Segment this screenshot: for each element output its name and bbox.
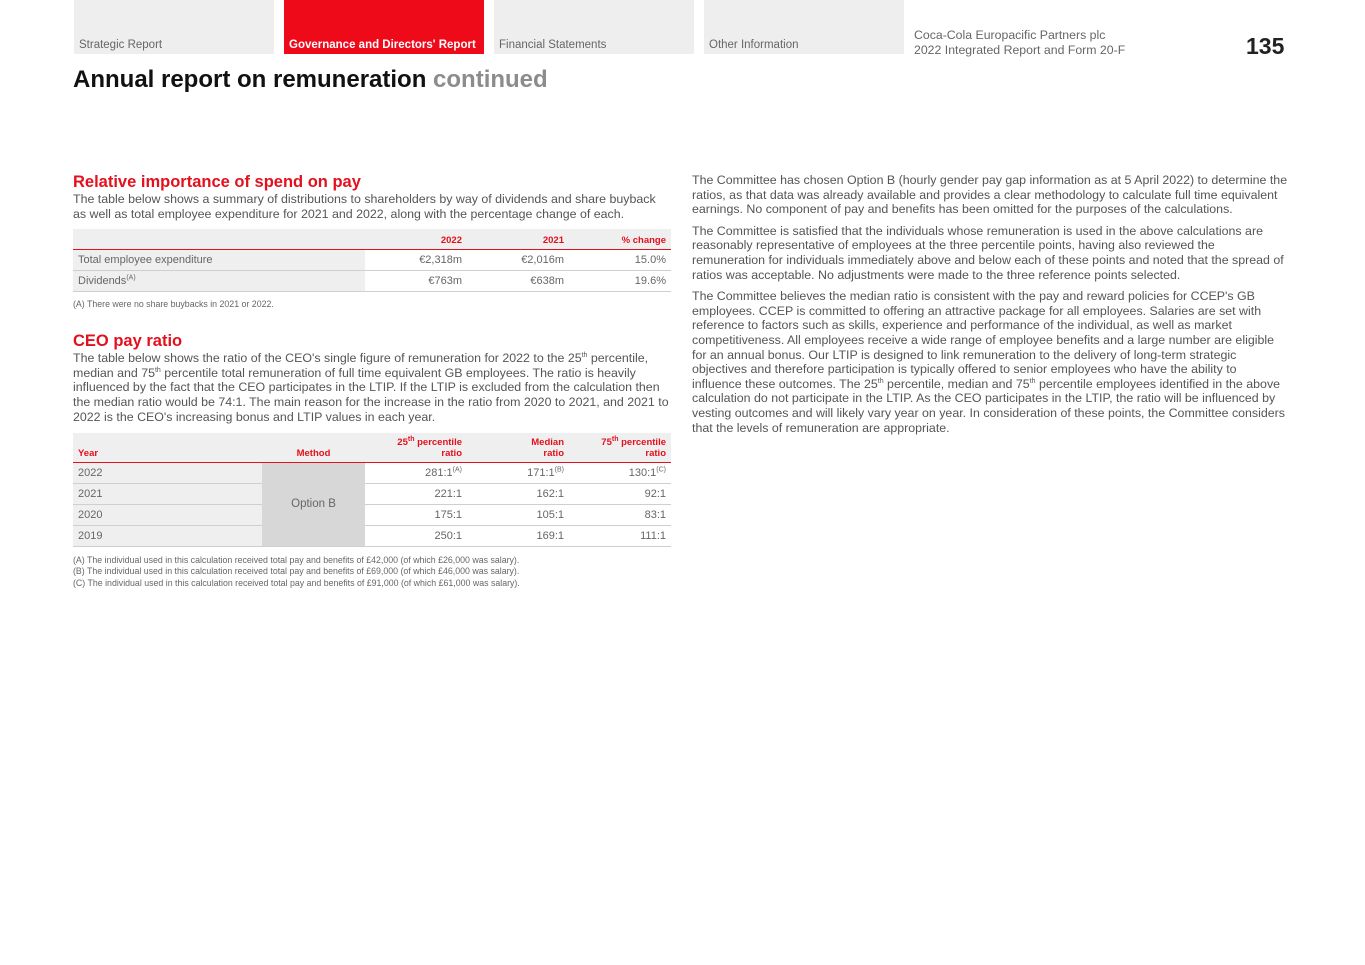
- spend-footnote: (A) There were no share buybacks in 2021 or 2022.: [73, 298, 274, 309]
- table-row: [73, 270, 671, 291]
- cell-p25: 175:1: [365, 504, 467, 525]
- cell-2022: €763m: [365, 270, 467, 291]
- cell-median: 169:1: [467, 525, 569, 546]
- table-header: 25th percentile ratio: [365, 433, 467, 462]
- page-title-main: Annual report on remuneration: [73, 66, 427, 93]
- spend-intro: The table below shows a summary of distributions to shareholders by way of dividends and share buyback as well as total employee expenditure for 2021 and 2022, along with the percentage change of each.: [73, 192, 656, 221]
- tab-other-information[interactable]: [704, 0, 904, 54]
- cell-p75: $130:1^{(C)}$: [569, 462, 671, 483]
- row-year: 2019: [73, 525, 262, 546]
- tab-strategic-report[interactable]: [74, 0, 274, 54]
- table-row: [73, 249, 671, 270]
- table-row: [73, 504, 671, 525]
- cell-p25: $281:1^{(A)}$: [365, 462, 467, 483]
- tab-label: Strategic Report: [79, 39, 163, 51]
- spend-table: [73, 229, 671, 292]
- table-header: Method: [262, 433, 365, 462]
- cell-median: 162:1: [467, 483, 569, 504]
- right-column: [692, 173, 1288, 442]
- report-name: 2022 Integrated Report and Form 20-F: [914, 43, 1126, 57]
- paragraph: The Committee believes the median ratio is consistent with the pay and reward policies for CCEP's GB employees. CCEP is committed to offering an attractive package for all employees. Salaries are set with reference to factors such as skills, experience and performance of the individual, as well as market competitiveness. All employees receive a wide range of employee benefits and a large number are eligible for an annual bonus. Our LTIP is designed to link remuneration to the delivery of long-term strategic objectives and therefore participation is typically offered to senior employees who have the ability to influence these outcomes. The 25th percentile, median and 75th percentile employees identified in the above calculation do not participate in the LTIP. As the CEO participates in the LTIP, the ratio will be influenced by vesting outcomes and will likely vary year on year. In consideration of these points, the Committee considers that the levels of remuneration are appropriate.: [692, 289, 1285, 435]
- table-header: Year: [73, 433, 262, 462]
- table-row: [73, 462, 671, 483]
- paragraph: The Committee has chosen Option B (hourly gender pay gap information as at 5 April 2022) to determine the ratios, as that data was already available and provides a clear methodology to calculate full time equivalent earnings. No component of pay and benefits has been omitted for the purposes of the calculations.: [692, 173, 1288, 217]
- row-year: 2021: [73, 483, 262, 504]
- tab-financial-statements[interactable]: [494, 0, 694, 54]
- cell-change: 15.0%: [569, 249, 671, 270]
- cell-change: 19.6%: [569, 270, 671, 291]
- cell-p25: 250:1: [365, 525, 467, 546]
- row-label: Dividends$^{(A)}$: [73, 270, 365, 291]
- ceo-intro: The table below shows the ratio of the CEO's single figure of remuneration for 2022 to the 25th percentile, median and 75th percentile total remuneration of full time equivalent GB employees. The ratio is heavily influenced by the fact that the CEO participates in the LTIP. If the LTIP is excluded from the calculation then the median ratio would be 74:1. The main reason for the increase in the ratio from 2020 to 2021, and 2021 to 2022 is the CEO's increasing bonus and LTIP values in each year.: [73, 351, 669, 424]
- footnote: (B) The individual used in this calculation received total pay and benefits of £69,000 (of which £46,000 was salary).: [73, 566, 520, 577]
- paragraph: The Committee is satisfied that the individuals whose remuneration is used in the above calculations are reasonably representative of employees at the three percentile points, having also reviewed the remuneration for individuals immediately above and below each of these points and noted that the spread of ratios was acceptable. No adjustments were made to the three reference points selected.: [692, 223, 1284, 282]
- cell-2022: €2,318m: [365, 249, 467, 270]
- tab-label: Other Information: [709, 39, 799, 51]
- row-year: 2022: [73, 462, 262, 483]
- section-heading-spend: Relative importance of spend on pay: [73, 173, 361, 191]
- table-row: [73, 525, 671, 546]
- tab-label: Financial Statements: [499, 39, 607, 51]
- page-title-suffix: continued: [433, 66, 548, 93]
- section-heading-ceo: CEO pay ratio: [73, 332, 183, 351]
- cell-p75: 92:1: [569, 483, 671, 504]
- ceo-ratio-table: [73, 433, 671, 547]
- table-header: 75th percentile ratio: [569, 433, 671, 462]
- row-year: 2020: [73, 504, 262, 525]
- table-header: 2022: [365, 229, 467, 249]
- company-info: [914, 28, 1125, 58]
- cell-2021: €2,016m: [467, 249, 569, 270]
- cell-p75: 111:1: [569, 525, 671, 546]
- row-label: Total employee expenditure: [73, 249, 365, 270]
- company-name: Coca-Cola Europacific Partners plc: [914, 28, 1106, 42]
- table-header: [73, 229, 365, 249]
- tab-label: Governance and Directors' Report: [289, 39, 476, 51]
- table-row: [73, 483, 671, 504]
- table-header: 2021: [467, 229, 569, 249]
- footnote: (A) The individual used in this calculation received total pay and benefits of £42,000 (of which £26,000 was salary).: [73, 554, 520, 565]
- method-cell: Option B: [262, 462, 365, 546]
- table-header: % change: [569, 229, 671, 249]
- footnote: (C) The individual used in this calculation received total pay and benefits of £91,000 (of which £61,000 was salary).: [73, 577, 520, 588]
- cell-median: 105:1: [467, 504, 569, 525]
- left-column: [73, 172, 671, 589]
- cell-p25: 221:1: [365, 483, 467, 504]
- cell-median: $171:1^{(B)}$: [467, 462, 569, 483]
- cell-2021: €638m: [467, 270, 569, 291]
- ceo-footnotes: [73, 555, 671, 590]
- table-header: Median ratio: [467, 433, 569, 462]
- cell-p75: 83:1: [569, 504, 671, 525]
- page-title: [73, 66, 548, 94]
- page-number: 135: [1246, 33, 1285, 59]
- tab-governance[interactable]: [284, 0, 484, 54]
